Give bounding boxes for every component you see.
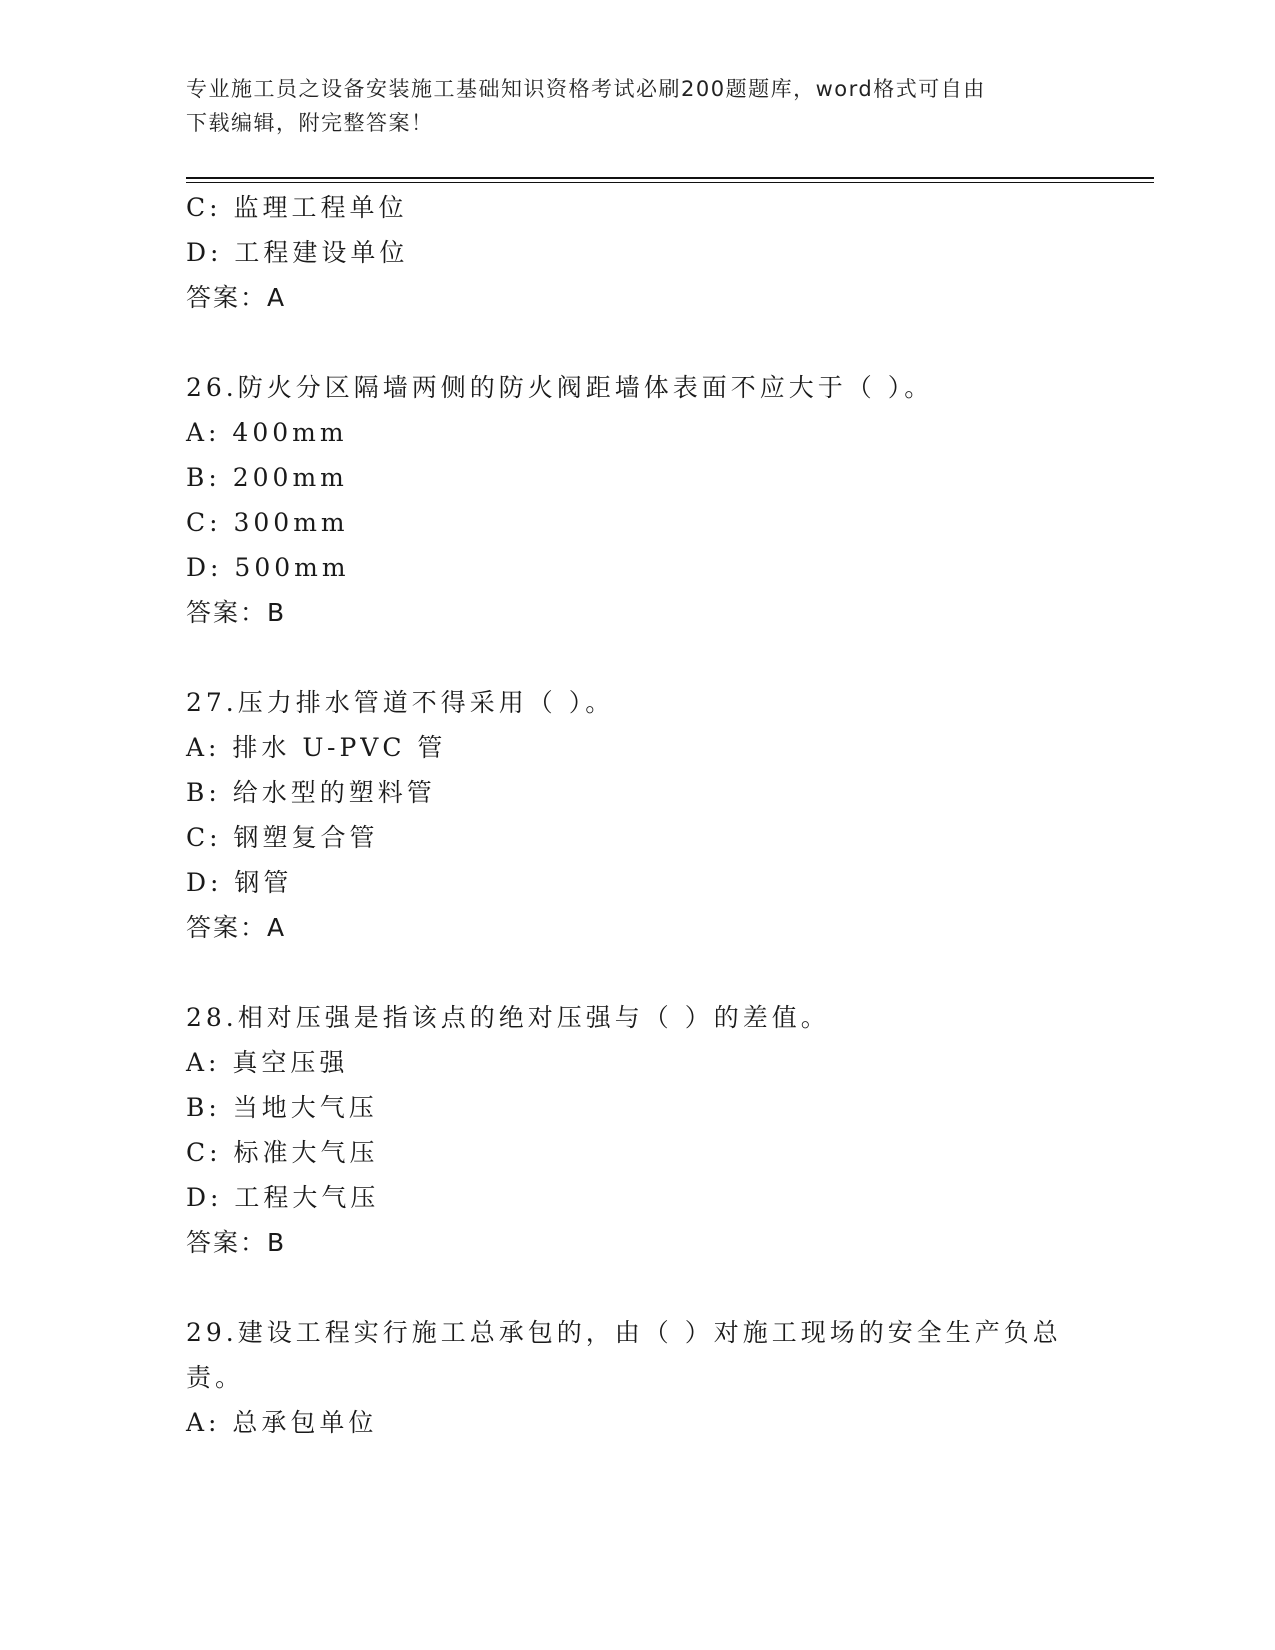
q28-option-d: D: 工程大气压 — [186, 1183, 380, 1212]
q27-answer: 答案：A — [186, 913, 287, 942]
q27-option-a: A: 排水 U-PVC 管 — [186, 733, 447, 762]
prev-answer: 答案：A — [186, 283, 287, 312]
q26-option-a: A: 400mm — [186, 418, 348, 447]
q27-option-b: B: 给水型的塑料管 — [186, 778, 436, 807]
prev-option-c: C: 监理工程单位 — [186, 193, 408, 222]
q26-option-d: D: 500mm — [186, 553, 350, 582]
q29-stem-line-2: 责。 — [186, 1363, 245, 1392]
header-divider-thin — [186, 182, 1154, 183]
q28-answer: 答案：B — [186, 1228, 287, 1257]
q26-option-c: C: 300mm — [186, 508, 349, 537]
q29-stem-line-1: 29.建设工程实行施工总承包的，由（ ）对施工现场的安全生产负总 — [186, 1318, 1062, 1347]
q26-option-b: B: 200mm — [186, 463, 348, 492]
q27-option-d: D: 钢管 — [186, 868, 293, 897]
q26-answer: 答案：B — [186, 598, 287, 627]
q28-option-c: C: 标准大气压 — [186, 1138, 379, 1167]
q29-option-a: A: 总承包单位 — [186, 1408, 378, 1437]
header-line-2: 下载编辑，附完整答案！ — [186, 111, 434, 135]
header-line-1: 专业施工员之设备安装施工基础知识资格考试必刷200题题库，word格式可自由 — [186, 77, 986, 101]
q28-option-b: B: 当地大气压 — [186, 1093, 378, 1122]
q28-stem: 28.相对压强是指该点的绝对压强与（ ）的差值。 — [186, 1003, 830, 1032]
document-header — [186, 72, 1086, 140]
prev-option-d: D: 工程建设单位 — [186, 238, 409, 267]
q27-stem: 27.压力排水管道不得采用（ ）。 — [186, 688, 615, 717]
header-divider-thick — [186, 177, 1154, 179]
q28-option-a: A: 真空压强 — [186, 1048, 349, 1077]
q27-option-c: C: 钢塑复合管 — [186, 823, 379, 852]
q26-stem: 26.防火分区隔墙两侧的防火阀距墙体表面不应大于（ ）。 — [186, 373, 934, 402]
